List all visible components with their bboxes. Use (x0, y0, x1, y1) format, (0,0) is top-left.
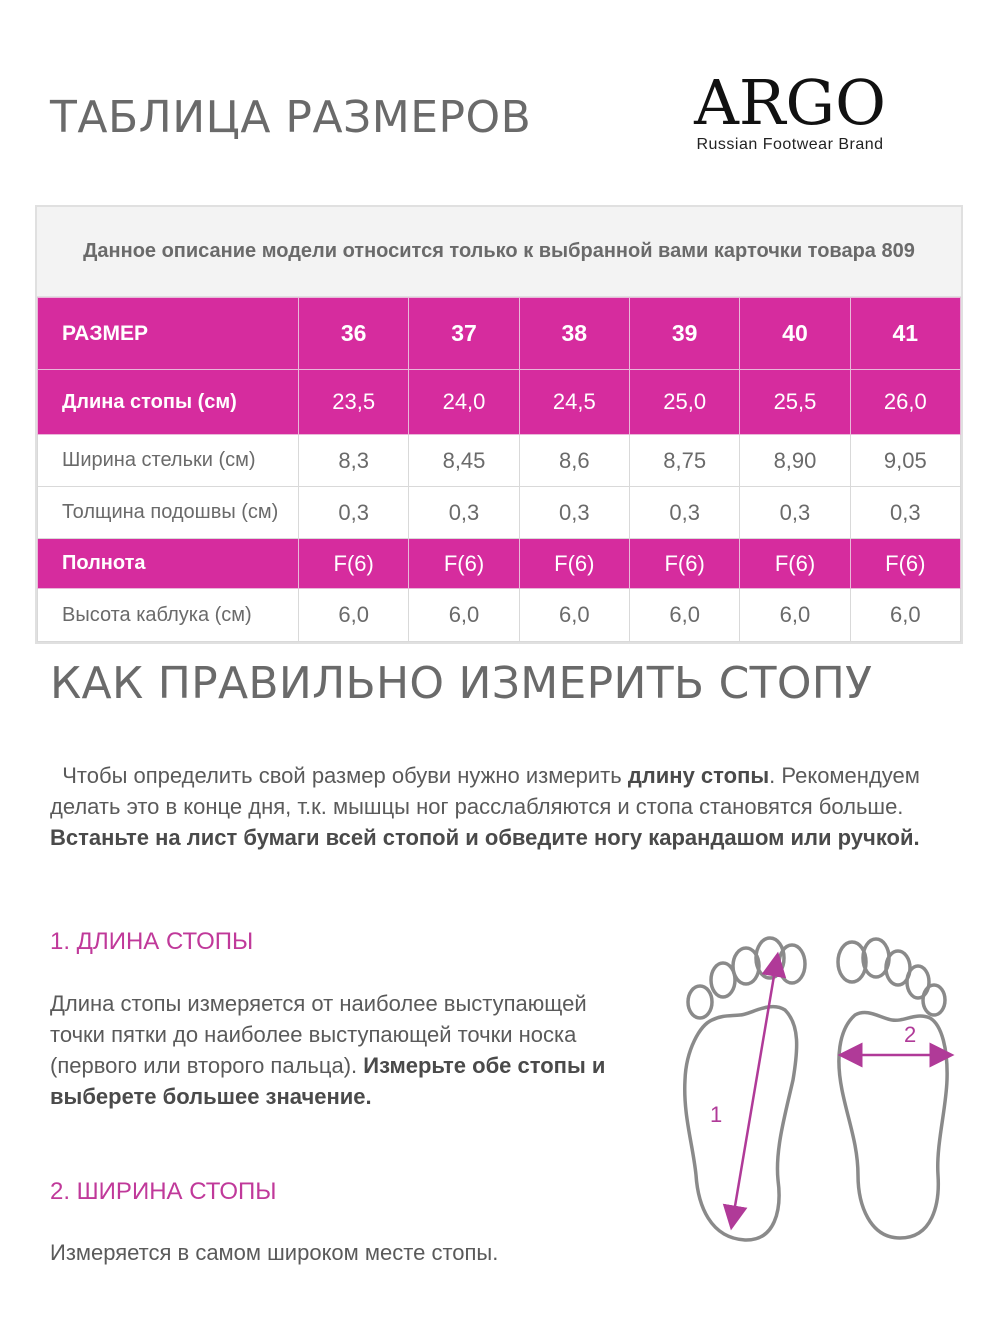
right-foot-outline (838, 939, 947, 1238)
size-header-cell: 40 (740, 298, 850, 370)
table-cell: 0,3 (519, 487, 629, 539)
table-cell: 9,05 (850, 435, 960, 487)
size-table (37, 297, 961, 642)
table-row-sole-thickness (38, 487, 961, 539)
step-1-body: Длина стопы измеряется от наиболее выступающей точки пятки до наиболее выступающей точки носка (первого или второго пальца). (50, 991, 587, 1078)
row-label: Толщина подошвы (см) (38, 487, 299, 539)
table-cell: 24,5 (519, 370, 629, 435)
size-header-cell: 39 (629, 298, 739, 370)
row-label: Полнота (38, 539, 299, 589)
table-cell: F(6) (740, 539, 850, 589)
brand-logo-mark: ARGO (694, 66, 886, 139)
table-cell: F(6) (299, 539, 409, 589)
size-header-cell: 38 (519, 298, 629, 370)
row-label: Длина стопы (см) (38, 370, 299, 435)
left-foot-outline (685, 938, 805, 1240)
marker-2: 2 (904, 1022, 917, 1047)
table-row-insole-width (38, 435, 961, 487)
model-notice: Данное описание модели относится только к выбранной вами карточки товара 809 (37, 207, 961, 297)
brand-tagline: Russian Footwear Brand (696, 136, 884, 153)
table-cell: 8,75 (629, 435, 739, 487)
table-cell: 23,5 (299, 370, 409, 435)
table-cell: 0,3 (299, 487, 409, 539)
measure-intro (50, 760, 930, 853)
table-row-heel-height (38, 589, 961, 642)
table-cell: 8,3 (299, 435, 409, 487)
table-cell: 6,0 (629, 589, 739, 642)
table-cell: 6,0 (409, 589, 519, 642)
size-header-cell: 41 (850, 298, 960, 370)
feet-illustration (660, 930, 970, 1250)
marker-1: 1 (710, 1102, 723, 1127)
table-cell: 24,0 (409, 370, 519, 435)
page-title: ТАБЛИЦА РАЗМЕРОВ (50, 92, 532, 143)
table-cell: 6,0 (740, 589, 850, 642)
table-cell: F(6) (409, 539, 519, 589)
size-header-row (38, 298, 961, 370)
measure-guide-title: КАК ПРАВИЛЬНО ИЗМЕРИТЬ СТОПУ (50, 658, 873, 709)
table-cell: 6,0 (299, 589, 409, 642)
step-2-text: Измеряется в самом широком месте стопы. (50, 1240, 499, 1265)
table-cell: 8,45 (409, 435, 519, 487)
table-cell: 0,3 (850, 487, 960, 539)
row-label: Ширина стельки (см) (38, 435, 299, 487)
table-cell: F(6) (629, 539, 739, 589)
table-cell: F(6) (850, 539, 960, 589)
table-cell: 25,5 (740, 370, 850, 435)
step-1-text (50, 988, 640, 1112)
row-label: Высота каблука (см) (38, 589, 299, 642)
size-header-label: РАЗМЕР (38, 298, 299, 370)
intro-bold: длину стопы (627, 763, 770, 788)
size-header-cell: 36 (299, 298, 409, 370)
intro-text: Чтобы определить свой размер обуви нужно измерить (62, 763, 628, 788)
table-cell: 0,3 (629, 487, 739, 539)
intro-bold: Встаньте на лист бумаги всей стопой и обведите ногу карандашом или ручкой. (50, 825, 920, 850)
length-arrow (733, 964, 776, 1218)
table-cell: 25,0 (629, 370, 739, 435)
table-cell: 6,0 (519, 589, 629, 642)
table-cell: 8,90 (740, 435, 850, 487)
intro-text: . Рекомендуем делать это в конце дня, т.к. мышцы ног расслабляются и стопа становятся больше. (50, 763, 920, 819)
table-cell: 0,3 (409, 487, 519, 539)
step-1-title: 1. ДЛИНА СТОПЫ (50, 928, 254, 955)
size-header-cell: 37 (409, 298, 519, 370)
table-cell: 0,3 (740, 487, 850, 539)
table-cell: F(6) (519, 539, 629, 589)
size-table-container (35, 205, 963, 644)
table-cell: 6,0 (850, 589, 960, 642)
table-cell: 8,6 (519, 435, 629, 487)
step-1-bold: Измерьте обе стопы и выберете большее значение. (50, 1053, 606, 1109)
table-row-fullness (38, 539, 961, 589)
table-cell: 26,0 (850, 370, 960, 435)
table-row-foot-length (38, 370, 961, 435)
brand-logo (680, 66, 900, 154)
step-2-title: 2. ШИРИНА СТОПЫ (50, 1178, 277, 1205)
